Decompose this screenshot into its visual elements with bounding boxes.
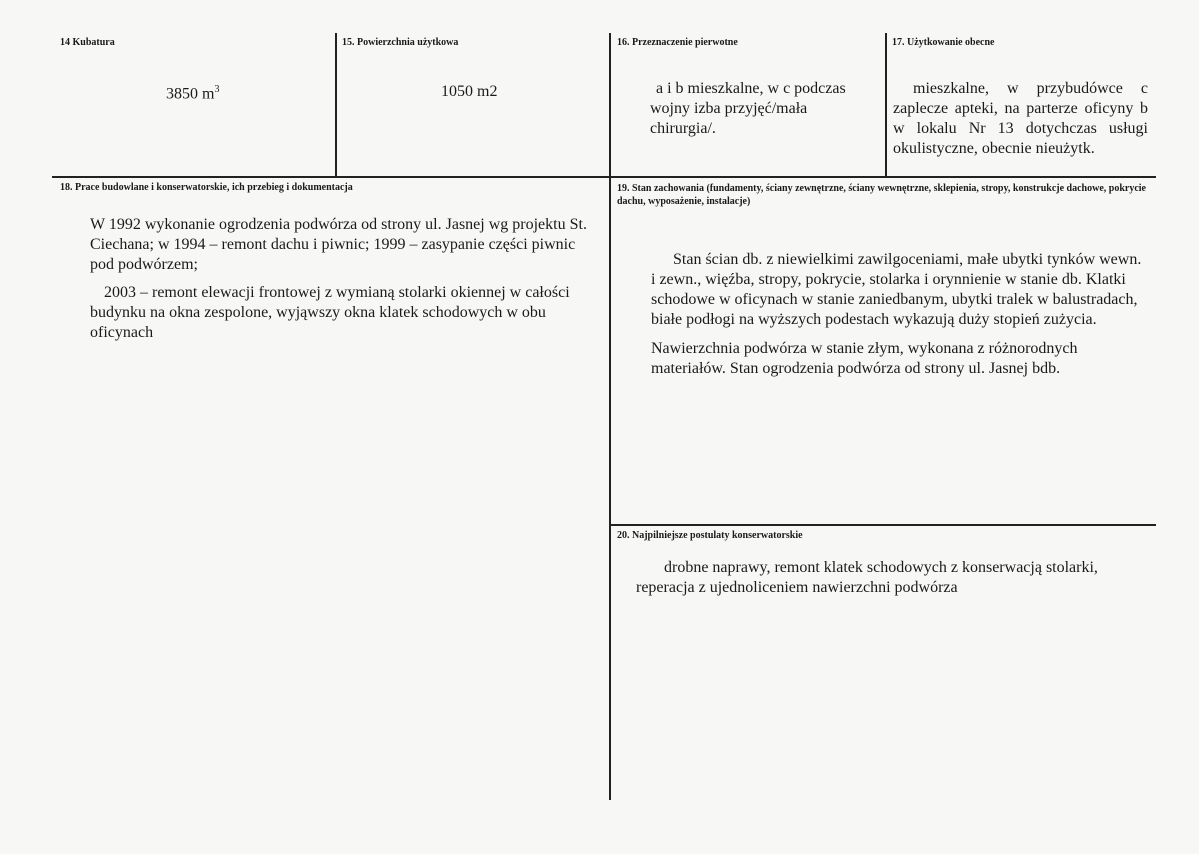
section-20-label: 20. Najpilniejsze postulaty konserwatorskie bbox=[617, 530, 803, 541]
divider bbox=[609, 33, 611, 800]
divider bbox=[52, 176, 1156, 178]
section-15-label: 15. Powierzchnia użytkowa bbox=[342, 37, 459, 48]
section-16-label: 16. Przeznaczenie pierwotne bbox=[617, 37, 738, 48]
paragraph: Stan ścian db. z niewielkimi zawilgoceniami, małe ubytki tynków wewn. i zewn., więźba, stropy, pokrycie, stolarka i orynnienie w stanie db. Klatki schodowe w oficynach w stanie zaniedbanym, ubytki tralek w balustradach, białe podłogi na wyższych podestach wykazują duży stopień zużycia. bbox=[651, 251, 1142, 328]
section-18-text bbox=[90, 215, 590, 343]
section-20-value: drobne naprawy, remont klatek schodowych z konserwacją stolarki, reperacja z ujednoliceniem nawierzchni podwórza bbox=[636, 559, 1098, 596]
cubature: 3850 m bbox=[166, 85, 215, 103]
section-15-value: 1050 m2 bbox=[441, 83, 498, 100]
section-17-value: mieszkalne, w przybudówce c zaplecze apteki, na parterze oficyny b w lokalu Nr 13 dotychczas usługi okulistyczne, obecnie nieużytk. bbox=[893, 80, 1148, 157]
section-17-label: 17. Użytkowanie obecne bbox=[892, 37, 995, 48]
superscript: 3 bbox=[214, 84, 220, 95]
paragraph: W 1992 wykonanie ogrodzenia podwórza od strony ul. Jasnej wg projektu St. Ciechana; w 1994 – remont dachu i piwnic; 1999 – zasypanie części piwnic pod podwórzem; bbox=[90, 216, 587, 273]
section-14-label: 14 Kubatura bbox=[60, 37, 115, 48]
section-19-label: 19. Stan zachowania (fundamenty, ściany zewnętrzne, ściany wewnętrzne, sklepienia, stropy, konstrukcje dachowe, pokrycie dachu, wyposażenie, instalacje) bbox=[617, 183, 1146, 207]
section-18-label: 18. Prace budowlane i konserwatorskie, ich przebieg i dokumentacja bbox=[60, 182, 353, 193]
section-19-text bbox=[651, 250, 1146, 379]
paragraph: Nawierzchnia podwórza w stanie złym, wykonana z różnorodnych materiałów. Stan ogrodzenia podwórza od strony ul. Jasnej bdb. bbox=[651, 340, 1078, 377]
divider bbox=[610, 524, 1156, 526]
divider bbox=[885, 33, 887, 177]
section-14-value bbox=[166, 80, 219, 104]
paragraph: 2003 – remont elewacji frontowej z wymianą stolarki okiennej w całości budynku na okna zespolone, wyjąwszy okna klatek schodowych w obu oficynach bbox=[90, 284, 570, 341]
section-16-value: a i b mieszkalne, w c podczas wojny izba przyjęć/mała chirurgia/. bbox=[650, 80, 846, 137]
divider bbox=[335, 33, 337, 177]
